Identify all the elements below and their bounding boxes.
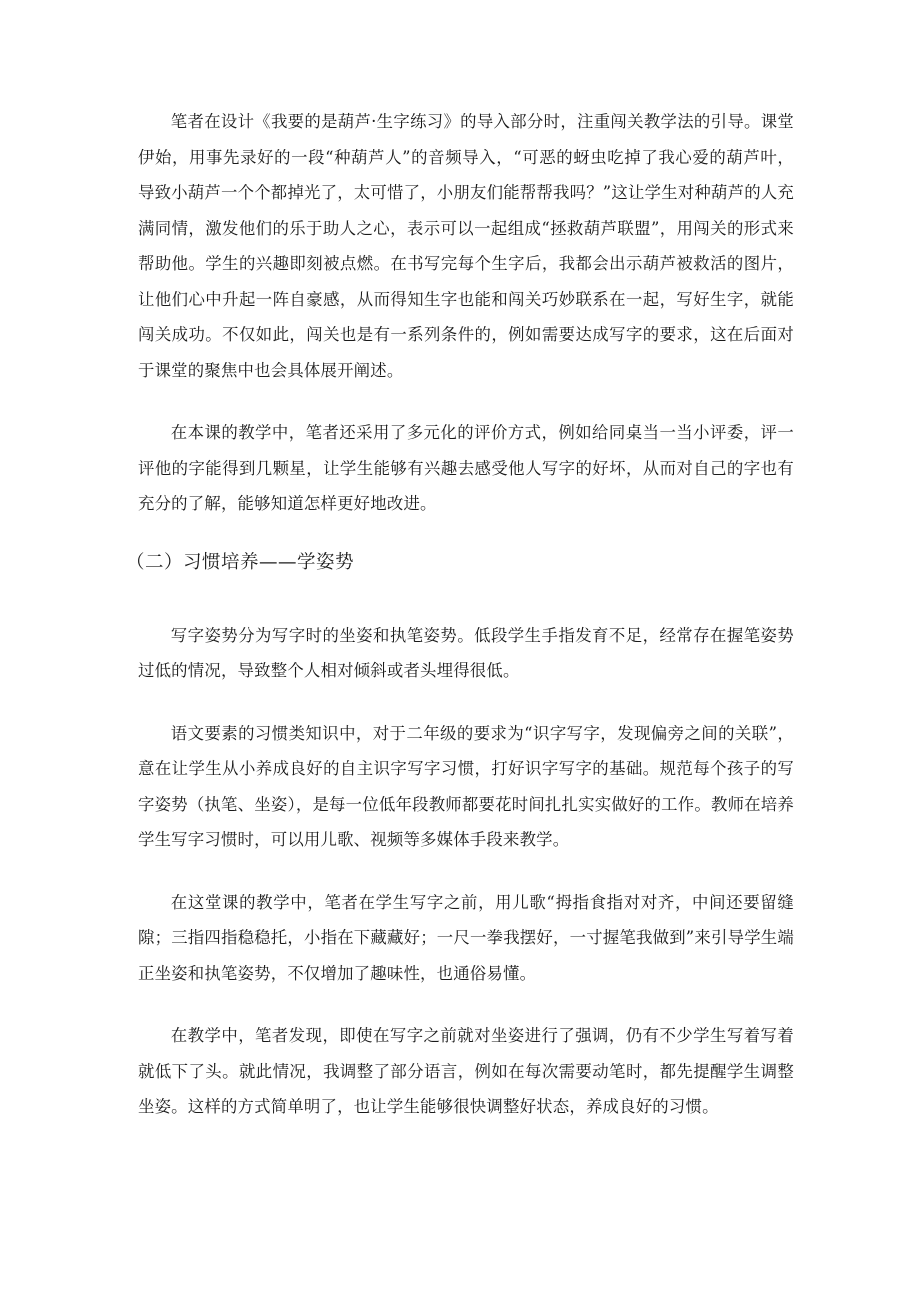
paragraph-posture-reminder: 在教学中，笔者发现，即使在写字之前就对坐姿进行了强调，仍有不少学生写着写着就低下了头。就此情况，我调整了部分语言，例如在每次需要动笔时，都先提醒学生调整坐姿。这样的方式简单明了，也让学生能够很快调整好状态，养成良好的习惯。	[138, 1026, 794, 1116]
section-heading: （二）习惯培养——学姿势	[126, 551, 355, 573]
paragraph-intro-gourd-lesson: 笔者在设计《我要的是葫芦·生字练习》的导入部分时，注重闯关教学法的引导。课堂伊始，用事先录好的一段“种葫芦人”的音频导入，“可恶的蚜虫吃掉了我心爱的葫芦叶，导致小葫芦一个个都掉光了，太可惜了，小朋友们能帮帮我吗？”这让学生对种葫芦的人充满同情，激发他们的乐于助人之心，表示可以一起组成“拯救葫芦联盟”，用闯关的形式来帮助他。学生的兴趣即刻被点燃。在书写完每个生字后，我都会出示葫芦被救活的图片，让他们心中升起一阵自豪感，从而得知生字也能和闯关巧妙联系在一起，写好生字，就能闯关成功。不仅如此，闯关也是有一系列条件的，例如需要达成写字的要求，这在后面对于课堂的聚焦中也会具体展开阐述。	[138, 112, 794, 380]
paragraph-writing-posture: 写字姿势分为写字时的坐姿和执笔姿势。低段学生手指发育不足，经常存在握笔姿势过低的情况，导致整个人相对倾斜或者头埋得很低。	[138, 625, 794, 680]
paragraph-nursery-rhyme: 在这堂课的教学中，笔者在学生写字之前，用儿歌“拇指食指对对齐，中间还要留缝隙；三指四指稳稳托，小指在下藏藏好；一尺一拳我摆好，一寸握笔我做到”来引导学生端正坐姿和执笔姿势，不仅增加了趣味性，也通俗易懂。	[138, 892, 794, 983]
paragraph-evaluation-method: 在本课的教学中，笔者还采用了多元化的评价方式，例如给同桌当一当小评委，评一评他的字能得到几颗星，让学生能够有兴趣去感受他人写字的好坏，从而对自己的字也有充分的了解，能够知道怎样更好地改进。	[138, 423, 794, 513]
paragraph-habit-requirements: 语文要素的习惯类知识中，对于二年级的要求为“识字写字，发现偏旁之间的关联”，意在让学生从小养成良好的自主识字写字习惯，打好识字写字的基础。规范每个孩子的写字姿势（执笔、坐姿），是每一位低年段教师都要花时间扎扎实实做好的工作。教师在培养学生写字习惯时，可以用儿歌、视频等多媒体手段来教学。	[138, 723, 794, 849]
document-page	[126, 104, 794, 1125]
